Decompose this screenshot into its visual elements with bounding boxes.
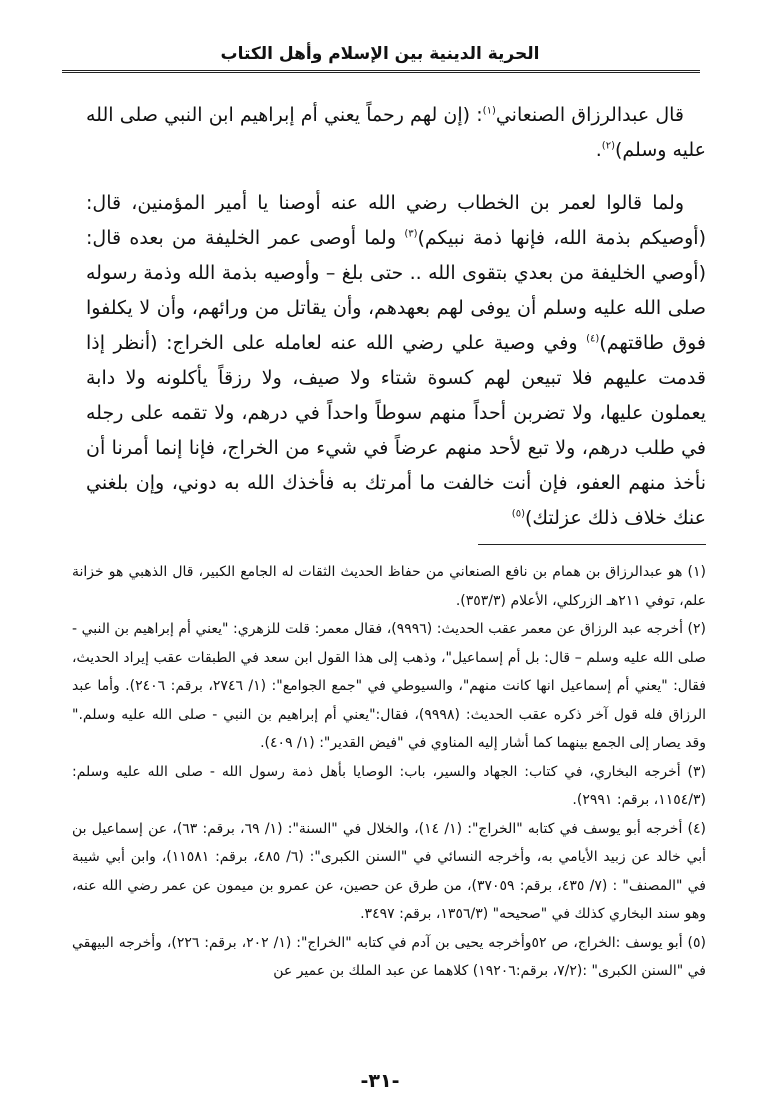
paragraph-2 <box>86 186 706 536</box>
footnote-3: (٣) أخرجه البخاري، في كتاب: الجهاد والسير، باب: الوصايا بأهل ذمة رسول الله - صلى الله عليه وسلم: (١١٥٤/٣، برقم: ٢٩٩١). <box>72 763 706 808</box>
footnote-4: (٤) أخرجه أبو يوسف في كتابه "الخراج": (١/ ١٤)، والخلال في "السنة": (١/ ٦٩، برقم: ٦٣)، عن إسماعيل بن أبي خالد عن زبيد الأيامي به، وأخرجه النسائي في "السنن الكبرى": (٦/ ٤٨٥، برقم: ١١٥٨١)، وابن أبي شيبة في "المصنف" : (٧/ ٤٣٥، برقم: ٣٧٠٥٩)، من طرق عن حصين، عن عمرو بن ميمون عن عمر رضي الله عنه، وهو سند البخاري كذلك في "صحيحه" (١٣٥٦/٣، برقم: ٣٤٩٧. <box>72 820 707 922</box>
footnote-ref-1[interactable]: (١) <box>482 105 496 117</box>
main-body-text <box>86 98 706 536</box>
page-number: -٣١- <box>360 1070 400 1092</box>
footnote-ref-2[interactable]: (٢) <box>601 140 615 152</box>
paragraph-2-text-c: وفي وصية علي رضي الله عنه لعامله على الخراج: (أنظر إذا قدمت عليهم فلا تبيعن لهم كسوة شتاء ولا صيف، ولا رزقاً يأكلونه ولا دابة يعملون عليها، ولا تضربن أحداً منهم سوطاً واحداً في درهم، ولا تقمه على رجله في طلب درهم، ولا تبع لأحد منهم عرضاً في شيء من الخراج، فإنا إنما أمرنا أن نأخذ منهم العفو، فإن أنت خالفت ما أمرتك به فأخذك الله به دوني، وإن بلغني عنك خلاف ذلك عزلتك) <box>86 332 706 529</box>
paragraph-1-text-b: : (إن لهم رحماً يعني أم إبراهيم ابن النبي صلى الله عليه وسلم) <box>86 104 706 161</box>
paragraph-1-text-c: . <box>595 139 602 161</box>
running-header-title: الحرية الدينية بين الإسلام وأهل الكتاب <box>220 44 540 64</box>
paragraph-2-text-b: ولما أوصى عمر الخليفة من بعده قال: (أوصي الخليفة من بعدي بتقوى الله .. حتى بلغ – وأوصيه بذمة الله وذمة رسوله صلى الله عليه وسلم أن يوفى لهم بعهدهم، وأن يقاتل من ورائهم، وأن لا يكلفوا فوق طاقتهم) <box>86 227 706 354</box>
footnote-ref-4[interactable]: (٤) <box>586 333 600 345</box>
header-divider <box>62 70 700 73</box>
paragraph-2-text-a: ولما قالوا لعمر بن الخطاب رضي الله عنه أوصنا يا أمير المؤمنين، قال: (أوصيكم بذمة الله، فإنها ذمة نبيكم) <box>86 192 706 249</box>
paragraph-1-text-a: قال عبدالرزاق الصنعاني <box>495 104 685 126</box>
footnote-divider <box>478 544 706 545</box>
footnotes-section <box>72 558 706 986</box>
footnote-2: (٢) أخرجه عبد الرزاق عن معمر عقب الحديث: (٩٩٩٦)، فقال معمر: قلت للزهري: "يعني أم إبراهيم بن النبي - صلى الله عليه وسلم – قال: بل أم إسماعيل"، وذهب إلى هذا القول ابن سعد في الطبقات عقب إيراد الحديث، فقال: "يعني أم إسماعيل انها كانت منهم"، والسيوطي في "جمع الجوامع": (١/ ٢٧٤٦، برقم: ٢٤٠٦). وأما عبد الرزاق فله قول آخر ذكره عقب الحديث: (٩٩٩٨)، فقال:"يعني أم إبراهيم بن النبي - صلى الله عليه وسلم." وقد يصار إلى الجمع بينهما كما أشار إليه المناوي في "فيض القدير": (١/ ٤٠٩). <box>72 621 707 751</box>
footnote-5: (٥) أبو يوسف :الخراج، ص ٥٢وأخرجه يحيى بن آدم في كتابه "الخراج": (١/ ٢٠٢، برقم: ٢٢٦)، وأخرجه البيهقي في "السنن الكبرى" :(٧/٢، برقم:١٩٢٠٦) كلاهما عن عبد الملك بن عمير عن <box>72 934 706 979</box>
footnote-ref-3[interactable]: (٣) <box>404 228 418 240</box>
footnote-ref-5[interactable]: (٥) <box>511 508 525 520</box>
footnote-1: (١) هو عبدالرزاق بن همام بن نافع الصنعاني من حفاظ الحديث الثقات له الجامع الكبير، قال الذهبي هو خزانة علم، توفي ٢١١هـ الزركلي، الأعلام (٣٥٣/٣). <box>72 564 706 609</box>
paragraph-1 <box>86 98 706 168</box>
